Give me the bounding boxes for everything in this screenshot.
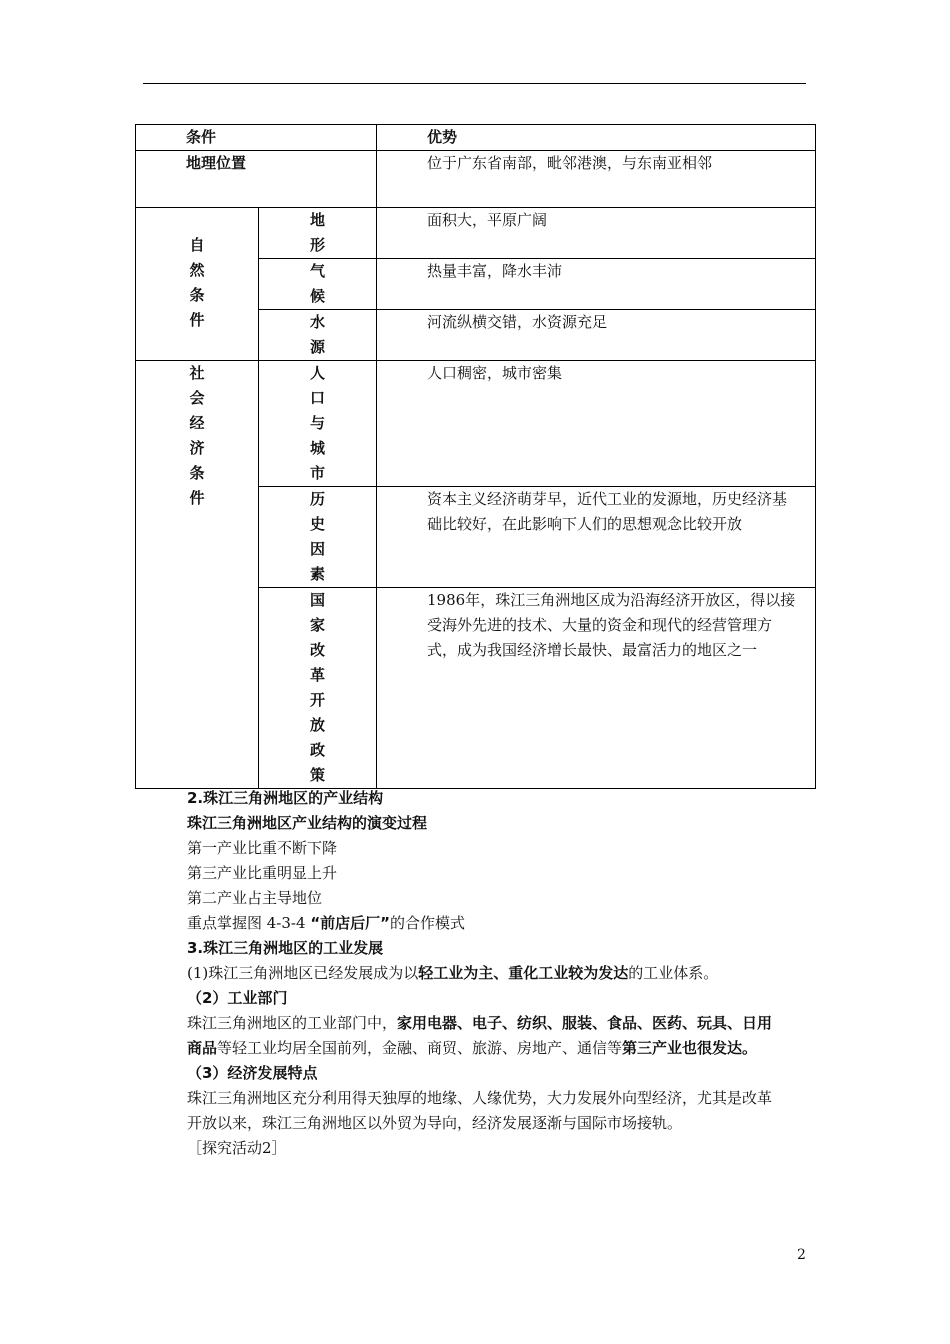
line-primary: 第一产业比重不断下降 xyxy=(187,839,338,857)
para-3-title: （3）经济发展特点 xyxy=(187,1064,318,1082)
social-group-label: 社 会 经 济 条 件 xyxy=(136,361,259,789)
body-text xyxy=(187,786,777,1161)
terrain-text: 面积大，平原广阔 xyxy=(377,208,816,259)
water-text: 河流纵横交错，水资源充足 xyxy=(377,310,816,361)
history-text: 资本主义经济萌芽早，近代工业的发源地，历史经济基础比较好，在此影响下人们的思想观念比较开放 xyxy=(377,487,816,588)
page-number: 2 xyxy=(797,1247,806,1263)
climate-text: 热量丰富，降水丰沛 xyxy=(377,259,816,310)
line-tertiary: 第三产业比重明显上升 xyxy=(187,864,338,882)
natural-group-label: 自 然 条 件 xyxy=(136,208,259,361)
sub-climate: 气 候 xyxy=(259,259,377,310)
table-row-geo xyxy=(136,151,816,208)
para-1: (1)珠江三角洲地区已经发展成为以轻工业为主、重化工业较为发达的工业体系。 xyxy=(187,964,719,982)
conditions-table xyxy=(135,124,816,789)
geo-label: 地理位置 xyxy=(136,151,377,208)
header-rule xyxy=(143,83,806,84)
header-condition: 条件 xyxy=(136,125,377,151)
sub-history: 历 史 因 素 xyxy=(259,487,377,588)
sub-water: 水 源 xyxy=(259,310,377,361)
geo-text: 位于广东省南部，毗邻港澳，与东南亚相邻 xyxy=(377,151,816,208)
sub-population: 人 口 与 城 市 xyxy=(259,361,377,487)
line-figure-ref: 重点掌握图 4-3-4 “前店后厂”的合作模式 xyxy=(187,914,466,932)
table-header-row xyxy=(136,125,816,151)
activity-label: ［探究活动2］ xyxy=(187,1139,287,1157)
sub-policy: 国 家 改 革 开 放 政 策 xyxy=(259,588,377,789)
section-2-title: 2.珠江三角洲地区的产业结构 xyxy=(187,789,384,807)
section-2-subtitle: 珠江三角洲地区产业结构的演变过程 xyxy=(187,814,428,832)
sub-terrain: 地 形 xyxy=(259,208,377,259)
policy-text: 1986年，珠江三角洲地区成为沿海经济开放区，得以接受海外先进的技术、大量的资金和现代的经营管理方式，成为我国经济增长最快、最富活力的地区之一 xyxy=(377,588,816,789)
para-2: 珠江三角洲地区的工业部门中，家用电器、电子、纺织、服装、食品、医药、玩具、日用商品等轻工业均居全国前列，金融、商贸、旅游、房地产、通信等第三产业也很发达。 xyxy=(187,1014,773,1057)
population-text: 人口稠密，城市密集 xyxy=(377,361,816,487)
line-secondary: 第二产业占主导地位 xyxy=(187,889,323,907)
table-row-terrain xyxy=(136,208,816,259)
header-advantage: 优势 xyxy=(377,125,816,151)
section-3-title: 3.珠江三角洲地区的工业发展 xyxy=(187,939,384,957)
para-2-title: （2）工业部门 xyxy=(187,989,288,1007)
para-3: 珠江三角洲地区充分利用得天独厚的地缘、人缘优势，大力发展外向型经济，尤其是改革开放以来，珠江三角洲地区以外贸为导向，经济发展逐渐与国际市场接轨。 xyxy=(187,1089,773,1132)
table-row-population xyxy=(136,361,816,487)
